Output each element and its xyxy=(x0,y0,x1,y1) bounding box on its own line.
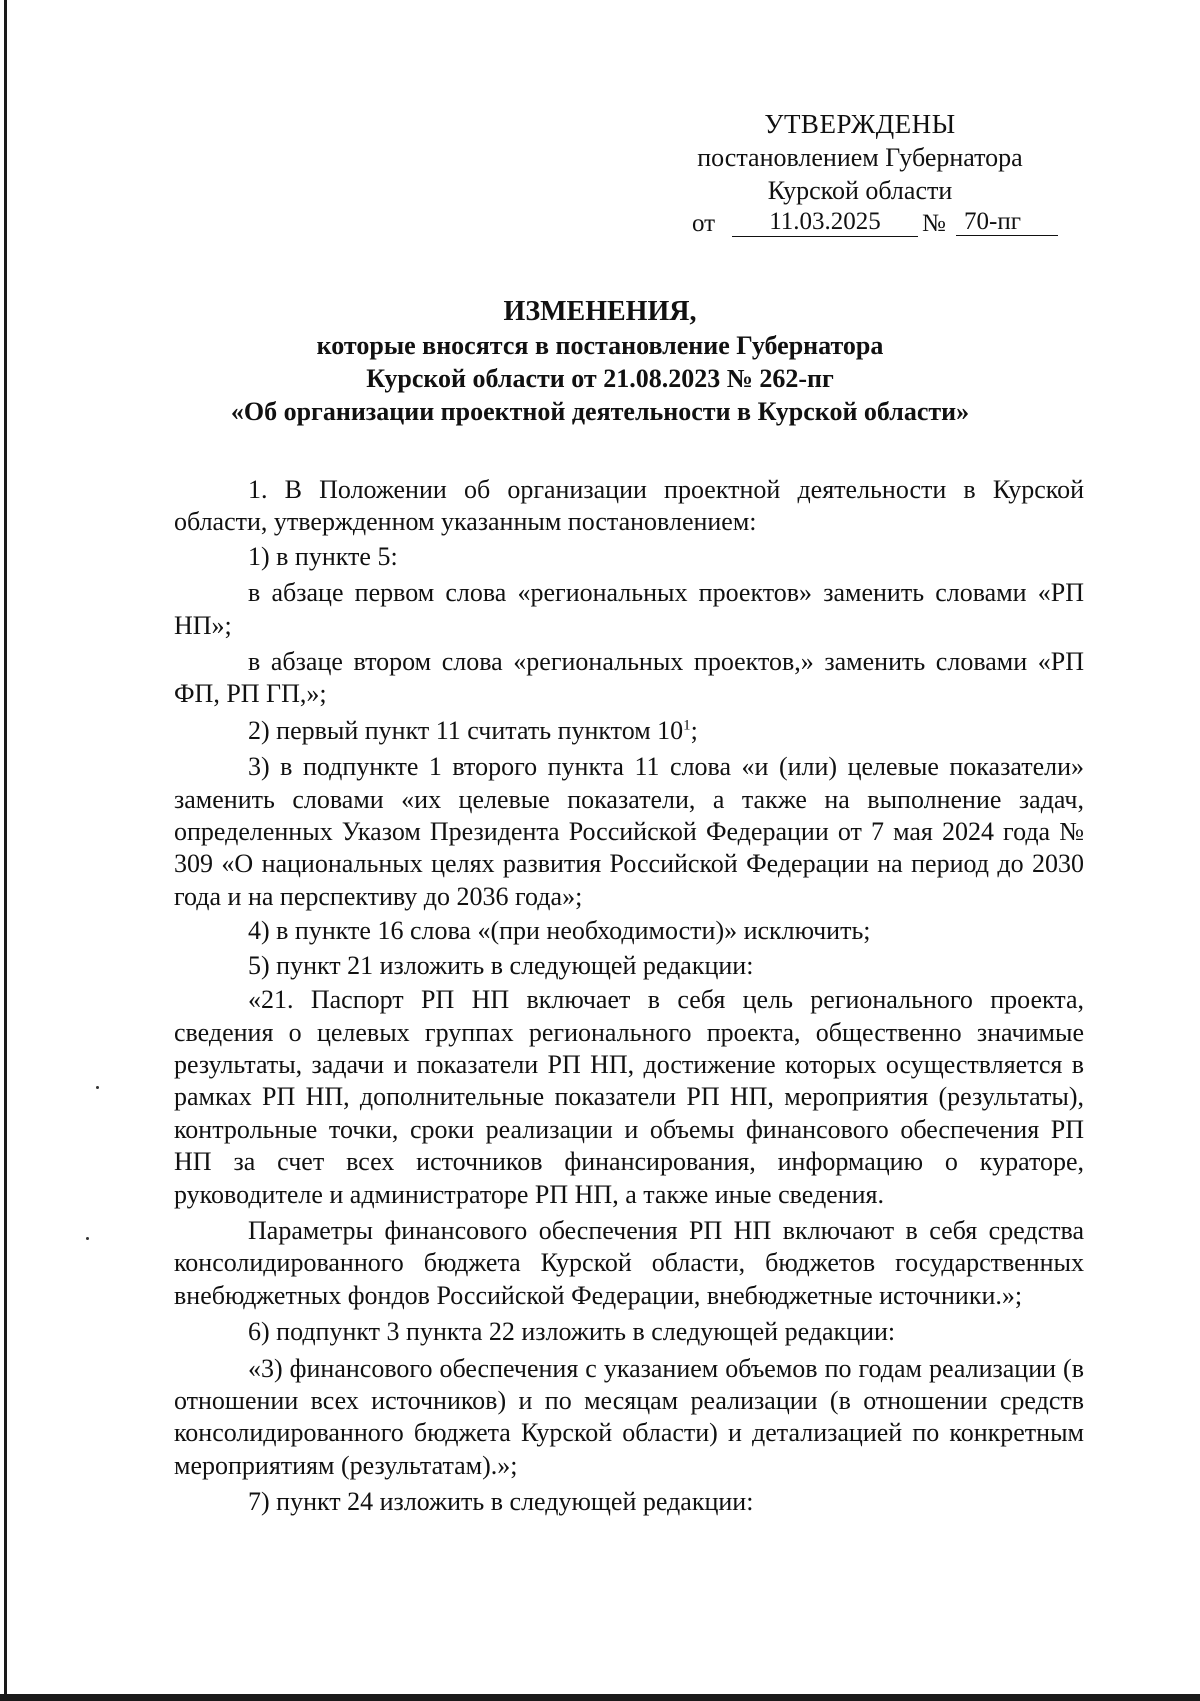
approval-title: УТВЕРЖДЕНЫ xyxy=(764,109,956,139)
approval-number: 70-пг xyxy=(956,207,1058,236)
scan-edge-bottom xyxy=(0,1694,1200,1701)
scan-speck xyxy=(96,1086,99,1089)
heading-line: которые вносятся в постановление Губернатора xyxy=(316,331,884,360)
paragraph: «3) финансового обеспечения с указанием объемов по годам реализации (в отношении всех источников) и по месяцам реализации (в отношении средств консолидированного бюджета Курской области) и детализацией по конкретным мероприятиям (результатам).»; xyxy=(174,1353,1084,1480)
heading-title: ИЗМЕНЕНИЯ, xyxy=(503,296,697,327)
approval-line: постановлением Губернатора xyxy=(697,143,1023,172)
scan-edge-left xyxy=(4,0,7,1701)
paragraph: 1. В Положении об организации проектной деятельности в Курской области, утвержденном указанным постановлением: xyxy=(174,475,1084,537)
number-sign: № xyxy=(922,210,946,237)
document-body xyxy=(174,474,1084,1519)
approval-line: Курской области xyxy=(767,176,953,205)
paragraph: в абзаце втором слова «региональных проектов,» заменить словами «РП ФП, РП ГП,»; xyxy=(174,647,1084,709)
paragraph: 4) в пункте 16 слова «(при необходимости)» исключить; xyxy=(248,916,871,946)
paragraph: в абзаце первом слова «региональных проектов» заменить словами «РП НП»; xyxy=(174,578,1084,640)
paragraph: Параметры финансового обеспечения РП НП включают в себя средства консолидированного бюджета Курской области, бюджетов государственных внебюджетных фондов Российской Федерации, внебюджетные источники.»; xyxy=(174,1215,1084,1310)
approval-date-line xyxy=(660,207,1060,241)
scan-speck xyxy=(86,1237,89,1240)
heading-line: Курской области от 21.08.2023 № 262-пг xyxy=(366,364,834,393)
paragraph: 3) в подпункте 1 второго пункта 11 слова «и (или) целевые показатели» заменить словами «их целевые показатели, а также на выполнение задач, определенных Указом Президента Российской Федерации от 7 мая 2024 года № 309 «О национальных целях развития Российской Федерации на период до 2030 года и на перспективу до 2036 года»; xyxy=(174,752,1084,911)
paragraph: 1) в пункте 5: xyxy=(248,541,398,571)
approval-date: 11.03.2025 xyxy=(732,207,918,237)
from-label: от xyxy=(692,210,716,237)
approval-block xyxy=(660,108,1060,241)
paragraph-text: 2) первый пункт 11 считать пунктом 10 xyxy=(248,715,684,745)
heading-line: «Об организации проектной деятельности в Курской области» xyxy=(230,397,970,426)
paragraph: «21. Паспорт РП НП включает в себя цель регионального проекта, сведения о целевых группах регионального проекта, общественно значимые результаты, задачи и показатели РП НП, достижение которых осуществляется в рамках РП НП, дополнительные показатели РП НП, мероприятия (результаты), контрольные точки, сроки реализации и объемы финансового обеспечения РП НП за счет всех источников финансирования, информацию о кураторе, руководителе и администраторе РП НП, а также иные сведения. xyxy=(174,985,1084,1209)
paragraph: 5) пункт 21 изложить в следующей редакции: xyxy=(248,950,754,980)
paragraph xyxy=(174,715,1084,747)
paragraph: 6) подпункт 3 пункта 22 изложить в следующей редакции: xyxy=(248,1317,896,1347)
superscript: 1 xyxy=(683,717,691,734)
document-heading xyxy=(150,294,1050,428)
paragraph: 7) пункт 24 изложить в следующей редакции: xyxy=(248,1487,754,1517)
paragraph-text: ; xyxy=(690,715,698,745)
